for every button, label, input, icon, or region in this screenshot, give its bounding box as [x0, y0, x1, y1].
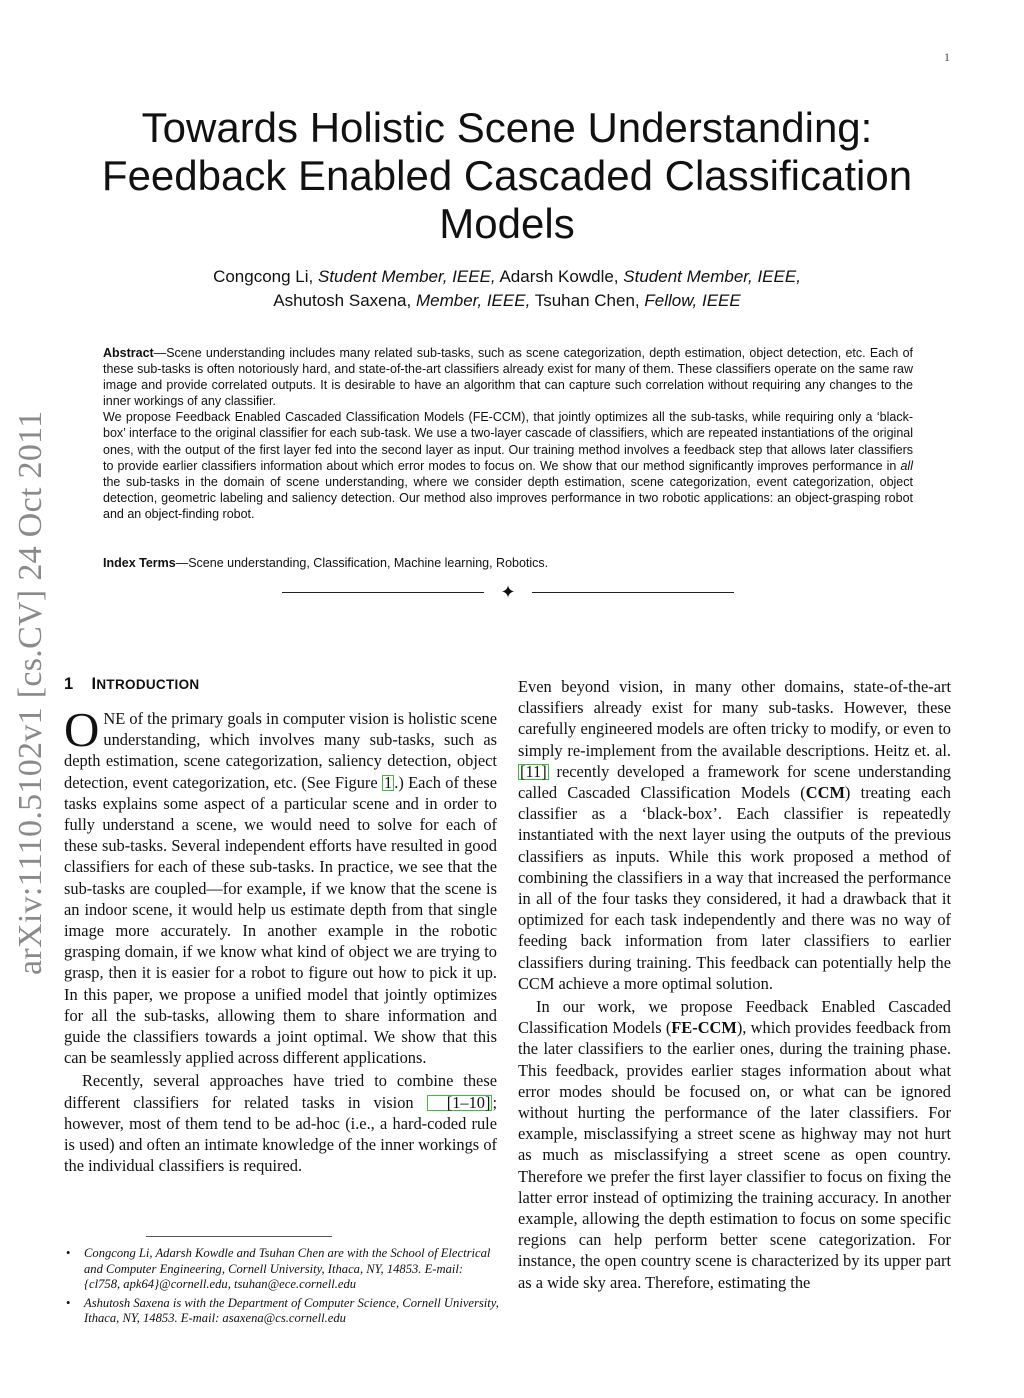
body-text: .) Each of these tasks explains some aspect of a particular scene and in order to fully understand a scene, we would need to solve for each of these sub-tasks. Several independent efforts have resulted in good classifiers for each of these sub-tasks. In practice, we see that the sub-tasks are coupled—for example, if we know that the scene is an indoor scene, it would help us estimate depth from that single image more accurately. In another example in the robotic grasping domain, if we know what kind of object we are trying to grasp, then it is easier for a robot to figure out how to pick it up. In this paper, we propose a unified model that jointly optimizes for all the sub-tasks, allowing them to share information and guide the classifiers towards a joint optimal. We show that this can be seamlessly applied across different applications.	[64, 772, 498, 1068]
bullet-icon: •	[66, 1246, 71, 1260]
title-line: Feedback Enabled Cascaded Classification	[101, 152, 913, 199]
abstract-label: Abstract	[103, 346, 154, 360]
page-number: 1	[944, 50, 950, 64]
index-terms-text: —Scene understanding, Classification, Machine learning, Robotics.	[175, 556, 549, 570]
author-name: Adarsh Kowdle,	[499, 267, 619, 286]
section-title-rest: NTRODUCTION	[96, 677, 200, 692]
body-text: Recently, several approaches have tried to combine these different classifiers for related tasks in vision	[64, 1071, 497, 1112]
author-name: Congcong Li,	[213, 267, 314, 286]
footnotes	[64, 1246, 500, 1330]
author-line	[62, 265, 952, 289]
author-name: Ashutosh Saxena,	[273, 291, 412, 310]
body-text: ; however, most of them tend to be ad-hoc (i.e., a hard-coded rule is used) and often an intimate knowledge of the inner workings of the individual classifiers is required.	[64, 1092, 497, 1176]
body-text: of the primary goals in computer vision is holistic scene understanding, which involves many sub-tasks, such as depth estimation, scene categorization, saliency detection, object detection, event categorization, etc. (See Figure	[64, 709, 497, 792]
footnote	[64, 1246, 500, 1293]
abstract	[103, 345, 913, 522]
abstract-paragraph	[103, 409, 913, 522]
figure-reference-link[interactable]: 1	[384, 772, 393, 792]
abstract-text: —Scene understanding includes many related sub-tasks, such as scene categorization, depth estimation, object detection, etc. Each of these sub-tasks is often notoriously hard, and state-of-the-art classifiers already exist for many of them. These classifiers operate on the same raw image and provide correlated outputs. It is desirable to have an algorithm that can capture such correlation without requiring any changes to the inner workings of any classifier.	[103, 346, 913, 409]
body-paragraph	[64, 702, 498, 1068]
body-paragraph	[518, 676, 951, 994]
footnote-rule	[146, 1236, 332, 1237]
citation-link[interactable]: [1–10]	[427, 1095, 493, 1111]
right-column	[518, 676, 951, 1293]
arxiv-identifier-stamp: arXiv:1110.5102v1 [cs.CV] 24 Oct 2011	[12, 410, 49, 975]
body-text: ) treating each classifier as a ‘black-box’. Each classifier is repeatedly instantiated with the next layer using the outputs of the previous classifiers as inputs. While this work proposed a method of combining the classifiers in a way that increased the performance in all of the four tasks they considered, it had a drawback that it optimized for each task independently and there was no way of feeding back information from later classifiers to earlier classifiers during training. This feedback can potentially help the CCM achieve a more optimal solution.	[518, 783, 951, 993]
author-line	[62, 289, 952, 313]
author-role: Student Member, IEEE,	[318, 267, 496, 286]
author-name: Tsuhan Chen,	[534, 291, 640, 310]
index-terms-label: Index Terms	[103, 556, 176, 570]
body-paragraph	[64, 1070, 497, 1176]
author-role: Member, IEEE,	[415, 291, 531, 310]
body-text: ), which provides feedback from the later classifiers to the earlier ones, during the training phase. This feedback, provides earlier stages information about what error modes should be focused on, or what can be ignored without hurting the performance of the later classifiers. For example, misclassifying a street scene as highway may not hurt as much as misclassifying a street scene as open country. Therefore we prefer the first layer classifier to focus on fixing the latter error instead of optimizing the training accuracy. In another example, allowing the depth estimation to focus on some specific regions can help perform better scene categorization. For instance, the open country scene is characterized by its upper part as a wide sky area. Therefore, estimating the	[518, 1018, 951, 1292]
abstract-text: the sub-tasks in the domain of scene understanding, where we consider depth estimation, scene categorization, event categorization, object detection, geometric labeling and saliency detection. Our method also improves performance in two robotic applications: an object-grasping robot and an object-finding robot.	[103, 474, 913, 521]
footnote-text: Congcong Li, Adarsh Kowdle and Tsuhan Chen are with the School of Electrical and Computer Engineering, Cornell University, Ithaca, NY, 14853. E-mail: {cl758, apk64}@cornell.edu, tsuhan@ece.cornell.edu	[84, 1246, 491, 1292]
bold-term: CCM	[805, 783, 845, 803]
title-line: Towards Holistic Scene Understanding:	[141, 104, 873, 151]
drop-cap: O	[64, 702, 100, 757]
citation-link[interactable]: [11]	[520, 761, 547, 781]
separator-rule	[532, 592, 734, 593]
section-title-initial: I	[91, 675, 97, 693]
body-text: In our work, we propose Feedback Enabled Cascaded Classification Models (	[518, 997, 951, 1038]
body-text: recently developed a framework for scene understanding called Cascaded Classification Models (	[518, 761, 951, 803]
separator-rule	[282, 592, 484, 593]
abstract-emphasis: all	[900, 458, 913, 473]
section-separator	[282, 584, 734, 602]
title-line: Models	[439, 200, 575, 247]
index-terms	[103, 555, 913, 571]
diamond-icon: ✦	[500, 582, 516, 602]
bold-term: FE-CCM	[671, 1018, 737, 1038]
footnote	[64, 1296, 500, 1327]
section-number: 1	[64, 675, 74, 693]
body-text: Even beyond vision, in many other domains, state-of-the-art classifiers already exist for many sub-tasks. However, these carefully engineered models are often tricky to modify, or even to simply re-implement from the available descriptions. Heitz et. al.	[518, 677, 951, 760]
smallcaps-text: NE	[103, 709, 126, 728]
section-heading-introduction	[64, 675, 199, 694]
footnote-text: Ashutosh Saxena is with the Department of Computer Science, Cornell University, Ithaca, NY, 14853. E-mail: asaxena@cs.cornell.edu	[84, 1295, 499, 1326]
abstract-paragraph	[103, 345, 913, 409]
body-paragraph	[518, 996, 951, 1293]
bullet-icon: •	[66, 1295, 71, 1310]
author-role: Student Member, IEEE,	[623, 267, 801, 286]
left-column	[64, 702, 498, 1176]
abstract-text: We propose Feedback Enabled Cascaded Classification Models (FE-CCM), that jointly optimizes all the sub-tasks, while requiring only a ‘black-box’ interface to the original classifier for each sub-task. We use a two-layer cascade of classifiers, which are repeated instantiations of the original ones, with the output of the first layer fed into the second layer as input. Our training method involves a feedback step that allows later classifiers to provide earlier classifiers information about which error modes to focus on. We show that our method significantly improves performance in	[103, 410, 913, 473]
paper-title	[62, 104, 952, 248]
author-list	[62, 265, 952, 313]
author-role: Fellow, IEEE	[644, 291, 741, 310]
